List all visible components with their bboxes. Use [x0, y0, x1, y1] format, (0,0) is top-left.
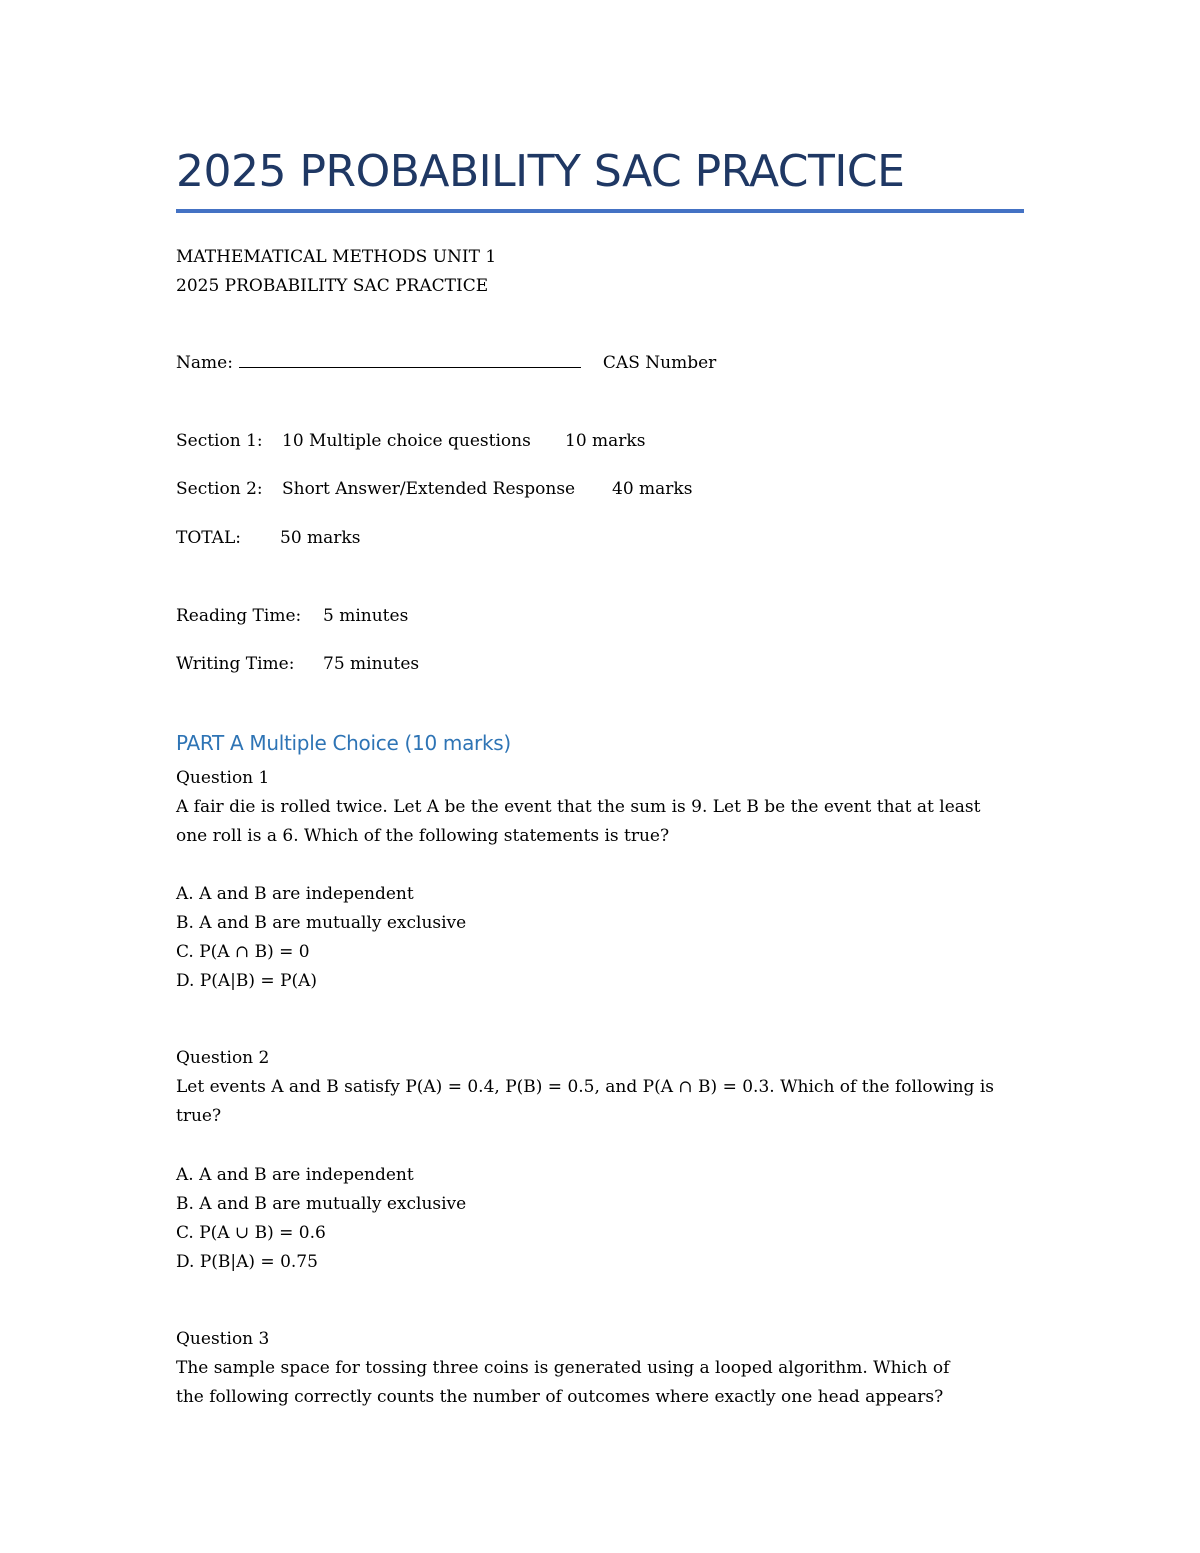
writing-time-row: [176, 653, 419, 675]
section-2-desc: Short Answer/Extended Response: [282, 479, 576, 499]
name-blank-line[interactable]: [239, 352, 581, 368]
question-1-option-c: C. P(A ∩ B) = 0: [176, 942, 310, 962]
question-2-option-d: D. P(B|A) = 0.75: [176, 1252, 318, 1272]
question-3-text-line-1: The sample space for tossing three coins is generated using a looped algorithm. Which of: [176, 1358, 950, 1378]
cas-label: CAS Number: [602, 353, 717, 373]
total-marks: 50 marks: [280, 528, 361, 548]
total-label: TOTAL:: [176, 528, 241, 548]
question-1-text-line-1: A fair die is rolled twice. Let A be the event that the sum is 9. Let B be the event that at least: [176, 797, 981, 817]
course-line: MATHEMATICAL METHODS UNIT 1: [176, 247, 497, 267]
question-1-option-b: B. A and B are mutually exclusive: [176, 913, 467, 933]
reading-time-label: Reading Time:: [176, 606, 302, 626]
question-1-option-a: A. A and B are independent: [176, 884, 414, 904]
name-row: [176, 352, 716, 374]
title-underline: [176, 209, 1024, 213]
name-label: Name:: [176, 353, 233, 373]
question-3-text-line-2: the following correctly counts the number of outcomes where exactly one head appears?: [176, 1387, 944, 1407]
subtitle-line: 2025 PROBABILITY SAC PRACTICE: [176, 276, 489, 296]
section-1-label: Section 1:: [176, 431, 263, 451]
total-row: [176, 527, 360, 549]
reading-time-row: [176, 605, 408, 627]
part-a-heading: PART A Multiple Choice (10 marks): [176, 731, 511, 755]
writing-time-value: 75 minutes: [323, 654, 420, 674]
question-1-option-d: D. P(A|B) = P(A): [176, 971, 318, 991]
section-2-marks: 40 marks: [612, 479, 693, 499]
section-1-marks: 10 marks: [565, 431, 646, 451]
question-2-option-a: A. A and B are independent: [176, 1165, 414, 1185]
document-title: 2025 PROBABILITY SAC PRACTICE: [176, 146, 905, 197]
question-1-label: Question 1: [176, 768, 270, 788]
question-2-option-b: B. A and B are mutually exclusive: [176, 1194, 467, 1214]
question-2-text-line-2: true?: [176, 1106, 222, 1126]
reading-time-value: 5 minutes: [323, 606, 409, 626]
question-2-text-line-1: Let events A and B satisfy P(A) = 0.4, P(B) = 0.5, and P(A ∩ B) = 0.3. Which of the following is: [176, 1077, 995, 1097]
section-2-row: [176, 478, 692, 500]
section-1-desc: 10 Multiple choice questions: [282, 431, 531, 451]
question-2-label: Question 2: [176, 1048, 270, 1068]
writing-time-label: Writing Time:: [176, 654, 295, 674]
section-2-label: Section 2:: [176, 479, 263, 499]
question-1-text-line-2: one roll is a 6. Which of the following statements is true?: [176, 826, 670, 846]
question-3-label: Question 3: [176, 1329, 270, 1349]
question-2-option-c: C. P(A ∪ B) = 0.6: [176, 1223, 326, 1243]
section-1-row: [176, 430, 645, 452]
